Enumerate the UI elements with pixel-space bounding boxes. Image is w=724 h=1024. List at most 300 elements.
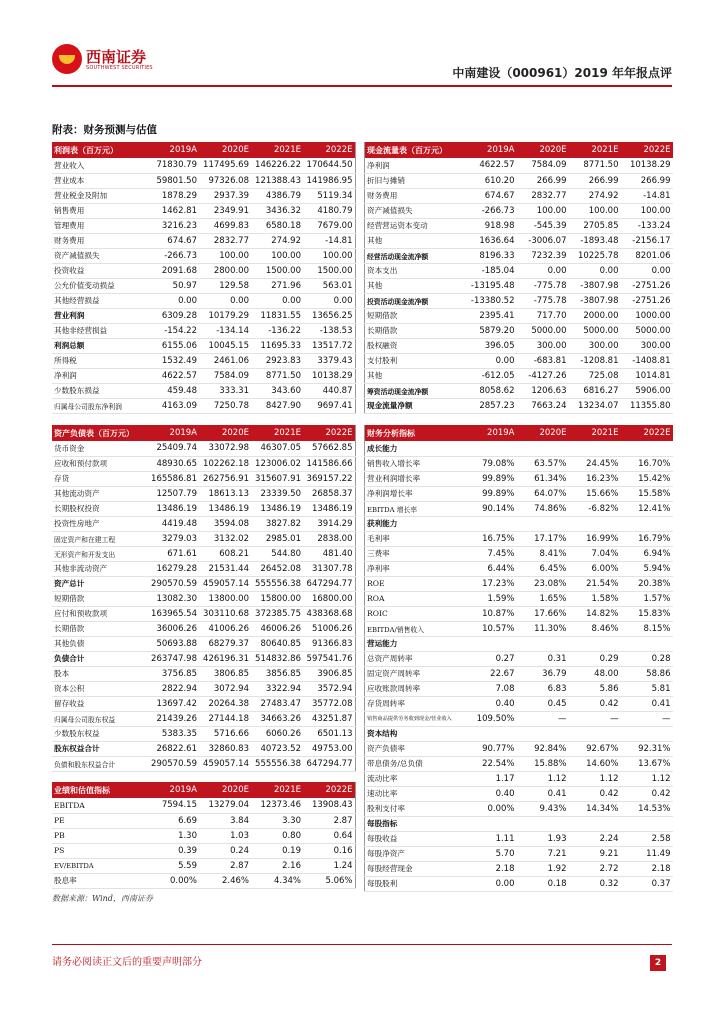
cell-value: 10179.29 <box>199 308 251 323</box>
table-row <box>365 756 673 771</box>
cell-value: 20264.38 <box>199 696 251 711</box>
cell-value <box>569 726 621 741</box>
cell-value <box>517 636 569 651</box>
cell-value: 0.40 <box>465 786 517 801</box>
cell-value: 544.80 <box>251 546 303 561</box>
cell-value: 647294.77 <box>303 756 355 771</box>
cell-value: -14.81 <box>303 233 355 248</box>
row-label: 应收和预付款项 <box>52 456 147 471</box>
cell-value: 6.69 <box>147 813 199 828</box>
cell-value: 121388.43 <box>251 173 303 188</box>
cell-value: 0.00 <box>465 876 517 891</box>
table-row <box>365 711 673 726</box>
cell-value: -545.39 <box>517 218 569 233</box>
logo-text: 西南证券 <box>86 48 147 66</box>
cell-value: 7.21 <box>517 846 569 861</box>
cell-value <box>569 516 621 531</box>
cell-value: 5.59 <box>147 858 199 873</box>
table-row <box>52 278 355 293</box>
row-label: 流动比率 <box>365 771 465 786</box>
row-label: 净利润 <box>365 158 465 173</box>
cell-value: 608.21 <box>199 546 251 561</box>
cell-value: 170644.50 <box>303 158 355 173</box>
cell-value: 8771.50 <box>251 368 303 383</box>
cell-value: 5119.34 <box>303 188 355 203</box>
row-label: 资本公积 <box>52 681 147 696</box>
cell-value: 271.96 <box>251 278 303 293</box>
cell-value: 5716.66 <box>199 726 251 741</box>
row-label: 公允价值变动损益 <box>52 278 147 293</box>
cell-value: -134.14 <box>199 323 251 338</box>
cell-value: — <box>517 711 569 726</box>
cell-value: 2000.00 <box>569 308 621 323</box>
cell-value: 300.00 <box>621 338 673 353</box>
cell-value: 0.40 <box>465 696 517 711</box>
cell-value: 343.60 <box>251 383 303 398</box>
table-row <box>52 441 355 456</box>
cell-value: 163965.54 <box>147 606 199 621</box>
cell-value: 141986.95 <box>303 173 355 188</box>
cell-value: 12.41% <box>621 501 673 516</box>
table-row <box>365 726 673 741</box>
cell-value: 3827.82 <box>251 516 303 531</box>
column-header: 2019A <box>147 425 199 441</box>
column-header: 2020E <box>517 142 569 158</box>
row-label: 销售费用 <box>52 203 147 218</box>
row-label: 速动比率 <box>365 786 465 801</box>
table-row <box>365 546 673 561</box>
row-label: 负债和股东权益合计 <box>52 756 147 771</box>
cell-value <box>465 516 517 531</box>
appendix-title: 附表：财务预测与估值 <box>52 124 157 136</box>
cell-value: 48930.65 <box>147 456 199 471</box>
cell-value: 717.70 <box>517 308 569 323</box>
table-row <box>365 531 673 546</box>
table-row <box>52 711 355 726</box>
row-label: 现金流量净额 <box>365 398 465 413</box>
cell-value: 2.16 <box>251 858 303 873</box>
cell-value: 102262.18 <box>199 456 251 471</box>
cell-value: 99.89% <box>465 486 517 501</box>
row-label: EBITDA <box>52 798 147 813</box>
row-label: 应收账款周转率 <box>365 681 465 696</box>
cell-value: 15.42% <box>621 471 673 486</box>
cell-value: 1.92 <box>517 861 569 876</box>
row-label: 投资性房地产 <box>52 516 147 531</box>
row-label: 其他 <box>365 368 465 383</box>
cell-value: 13486.19 <box>303 501 355 516</box>
cell-value: 1500.00 <box>303 263 355 278</box>
cell-value: 1.12 <box>569 771 621 786</box>
row-label: 获利能力 <box>365 516 465 531</box>
cell-value: 61.34% <box>517 471 569 486</box>
cash-flow-table <box>364 142 673 414</box>
cell-value: 369157.22 <box>303 471 355 486</box>
table-row <box>365 248 673 263</box>
cell-value: 15.83% <box>621 606 673 621</box>
row-label: 带息债务/总负债 <box>365 756 465 771</box>
row-label: 每股收益 <box>365 831 465 846</box>
row-label: 销售收入增长率 <box>365 456 465 471</box>
row-label: 资产减值损失 <box>365 203 465 218</box>
cell-value: 1.65% <box>517 591 569 606</box>
row-label: 每股经营现金 <box>365 861 465 876</box>
cell-value: 22.67 <box>465 666 517 681</box>
table-row <box>365 666 673 681</box>
row-label: 销售商品提供劳务收到现金/营业收入 <box>365 711 465 726</box>
row-label: 三费率 <box>365 546 465 561</box>
row-label: 归属母公司股东权益 <box>52 711 147 726</box>
column-header: 2022E <box>303 782 355 798</box>
cell-value: 1.58% <box>569 591 621 606</box>
cell-value: 4.34% <box>251 873 303 888</box>
cell-value: 563.01 <box>303 278 355 293</box>
cell-value: 16.99% <box>569 531 621 546</box>
table-row <box>365 651 673 666</box>
cell-value: 7663.24 <box>517 398 569 413</box>
cell-value: 918.98 <box>465 218 517 233</box>
cell-value: 290570.59 <box>147 756 199 771</box>
table-row <box>52 383 355 398</box>
cell-value: 2.87 <box>303 813 355 828</box>
cell-value: 0.64 <box>303 828 355 843</box>
cell-value: 6309.28 <box>147 308 199 323</box>
table-row <box>52 398 355 413</box>
cell-value: 16800.00 <box>303 591 355 606</box>
cell-value: -136.22 <box>251 323 303 338</box>
column-header: 2020E <box>199 782 251 798</box>
cell-value: -612.05 <box>465 368 517 383</box>
cell-value: 5.81 <box>621 681 673 696</box>
cell-value: 92.67% <box>569 741 621 756</box>
cell-value: 23.08% <box>517 576 569 591</box>
column-header: 2019A <box>465 142 517 158</box>
page-number: 2 <box>650 955 666 971</box>
row-label: 营业利润 <box>52 308 147 323</box>
table-row <box>52 188 355 203</box>
cell-value: 438368.68 <box>303 606 355 621</box>
cell-value: 262756.91 <box>199 471 251 486</box>
row-label: 财务费用 <box>365 188 465 203</box>
cell-value: 9.21 <box>569 846 621 861</box>
cell-value: 14.82% <box>569 606 621 621</box>
cell-value: 100.00 <box>621 203 673 218</box>
cell-value: 5000.00 <box>621 323 673 338</box>
cell-value: 6.83 <box>517 681 569 696</box>
cell-value: 117495.69 <box>199 158 251 173</box>
cell-value: 8.15% <box>621 621 673 636</box>
cell-value: 1636.64 <box>465 233 517 248</box>
row-label: 应付和预收款项 <box>52 606 147 621</box>
table-row <box>365 398 673 413</box>
table-header-row <box>365 425 673 441</box>
row-label: 每股指标 <box>365 816 465 831</box>
table-row <box>365 383 673 398</box>
cell-value: 0.42 <box>569 696 621 711</box>
row-label: 资本结构 <box>365 726 465 741</box>
cell-value: 3906.85 <box>303 666 355 681</box>
logo-icon <box>52 44 82 74</box>
cell-value: 7232.39 <box>517 248 569 263</box>
row-label: 负债合计 <box>52 651 147 666</box>
table-row <box>365 741 673 756</box>
cell-value: 21.54% <box>569 576 621 591</box>
header-divider <box>52 85 672 87</box>
cell-value: 11.30% <box>517 621 569 636</box>
column-header: 2022E <box>303 142 355 158</box>
table-row <box>52 843 355 858</box>
cell-value: 8201.06 <box>621 248 673 263</box>
cell-value: 26822.61 <box>147 741 199 756</box>
row-label: 存货 <box>52 471 147 486</box>
cell-value: -775.78 <box>517 278 569 293</box>
cell-value: 14.60% <box>569 756 621 771</box>
cell-value: 2.87 <box>199 858 251 873</box>
cell-value: 266.99 <box>517 173 569 188</box>
cell-value: 0.41 <box>621 696 673 711</box>
row-label: 净利率 <box>365 561 465 576</box>
cell-value: 2985.01 <box>251 531 303 546</box>
cell-value: 8058.62 <box>465 383 517 398</box>
cell-value: 18613.13 <box>199 486 251 501</box>
table-row <box>52 828 355 843</box>
cell-value: 3072.94 <box>199 681 251 696</box>
row-label: 留存收益 <box>52 696 147 711</box>
column-header: 2021E <box>251 782 303 798</box>
cell-value: -3807.98 <box>569 278 621 293</box>
cell-value: 7.45% <box>465 546 517 561</box>
table-row <box>365 786 673 801</box>
cell-value: 5906.00 <box>621 383 673 398</box>
cell-value: 2923.83 <box>251 353 303 368</box>
cell-value: 40723.52 <box>251 741 303 756</box>
table-row <box>365 368 673 383</box>
row-label: 营业税金及附加 <box>52 188 147 203</box>
cell-value: -1408.81 <box>621 353 673 368</box>
cell-value: 11831.55 <box>251 308 303 323</box>
cell-value: 3132.02 <box>199 531 251 546</box>
cell-value: 5879.20 <box>465 323 517 338</box>
cell-value: 1.93 <box>517 831 569 846</box>
table-row <box>365 516 673 531</box>
cell-value: 1000.00 <box>621 308 673 323</box>
row-label: 其他非经营损益 <box>52 323 147 338</box>
cell-value: -13195.48 <box>465 278 517 293</box>
cell-value: 21439.26 <box>147 711 199 726</box>
cell-value <box>465 816 517 831</box>
cell-value <box>621 816 673 831</box>
row-label: 利润总额 <box>52 338 147 353</box>
table-row <box>52 531 355 546</box>
cell-value: 2091.68 <box>147 263 199 278</box>
row-label: 短期借款 <box>52 591 147 606</box>
row-label: 所得税 <box>52 353 147 368</box>
column-header: 2020E <box>199 425 251 441</box>
cell-value: 16.79% <box>621 531 673 546</box>
cell-value: 49753.00 <box>303 741 355 756</box>
row-label: 营业成本 <box>52 173 147 188</box>
cell-value: 3594.08 <box>199 516 251 531</box>
table-row <box>52 858 355 873</box>
cell-value: 109.50% <box>465 711 517 726</box>
cell-value: 100.00 <box>569 203 621 218</box>
table-row <box>365 876 673 891</box>
cell-value: 6580.18 <box>251 218 303 233</box>
cell-value: 41006.26 <box>199 621 251 636</box>
cell-value: 0.29 <box>569 651 621 666</box>
row-label: 经营营运资本变动 <box>365 218 465 233</box>
table-row <box>52 798 355 813</box>
cell-value: 3322.94 <box>251 681 303 696</box>
column-header: 2021E <box>251 425 303 441</box>
row-label: 长期股权投资 <box>52 501 147 516</box>
cell-value <box>517 726 569 741</box>
cell-value: 91366.83 <box>303 636 355 651</box>
cell-value: 555556.38 <box>251 756 303 771</box>
table-header-row <box>52 782 355 798</box>
table-title: 财务分析指标 <box>365 425 465 441</box>
table-row <box>365 861 673 876</box>
cell-value: 2.18 <box>465 861 517 876</box>
cell-value: 274.92 <box>569 188 621 203</box>
table-row <box>52 726 355 741</box>
row-label: 股利支付率 <box>365 801 465 816</box>
cell-value: 59801.50 <box>147 173 199 188</box>
cell-value: 57662.85 <box>303 441 355 456</box>
cell-value: 2838.00 <box>303 531 355 546</box>
cell-value: -13380.52 <box>465 293 517 308</box>
cell-value: 4622.57 <box>147 368 199 383</box>
row-label: 其他非流动资产 <box>52 561 147 576</box>
table-row <box>52 756 355 771</box>
cell-value: 13486.19 <box>251 501 303 516</box>
table-row <box>52 606 355 621</box>
cell-value <box>621 726 673 741</box>
cell-value: 23339.50 <box>251 486 303 501</box>
row-label: ROA <box>365 591 465 606</box>
row-label: 营业利润增长率 <box>365 471 465 486</box>
cell-value: 3756.85 <box>147 666 199 681</box>
cell-value: 597541.76 <box>303 651 355 666</box>
row-label: 投资活动现金流净额 <box>365 293 465 308</box>
column-header: 2020E <box>517 425 569 441</box>
cell-value: 333.31 <box>199 383 251 398</box>
table-row <box>365 636 673 651</box>
cell-value: 43251.87 <box>303 711 355 726</box>
logo-subtext: SOUTHWEST SECURITIES <box>86 65 153 71</box>
row-label: 长期借款 <box>52 621 147 636</box>
cell-value: 725.08 <box>569 368 621 383</box>
cell-value: 1.24 <box>303 858 355 873</box>
cell-value <box>465 636 517 651</box>
row-label: 营运能力 <box>365 636 465 651</box>
row-label: 归属母公司股东净利润 <box>52 398 147 413</box>
table-title: 资产负债表（百万元） <box>52 425 147 441</box>
cell-value: 0.00 <box>465 353 517 368</box>
cell-value: 36.79 <box>517 666 569 681</box>
cell-value: 16279.28 <box>147 561 199 576</box>
row-label: 少数股东损益 <box>52 383 147 398</box>
cell-value: 12373.46 <box>251 798 303 813</box>
cell-value: -1208.81 <box>569 353 621 368</box>
cell-value: 303110.68 <box>199 606 251 621</box>
row-label: 成长能力 <box>365 441 465 456</box>
cell-value: -6.82% <box>569 501 621 516</box>
cell-value: 11355.80 <box>621 398 673 413</box>
table-row <box>52 353 355 368</box>
cell-value <box>465 441 517 456</box>
cell-value: 9.43% <box>517 801 569 816</box>
cell-value: 92.84% <box>517 741 569 756</box>
table-row <box>52 873 355 888</box>
cell-value <box>517 816 569 831</box>
cell-value: 80640.85 <box>251 636 303 651</box>
row-label: PB <box>52 828 147 843</box>
cell-value: 13517.72 <box>303 338 355 353</box>
cell-value: 13.67% <box>621 756 673 771</box>
cell-value: 6816.27 <box>569 383 621 398</box>
cell-value: 7584.09 <box>517 158 569 173</box>
cell-value: 3914.29 <box>303 516 355 531</box>
cell-value: — <box>569 711 621 726</box>
row-label: 股东权益合计 <box>52 741 147 756</box>
income-statement-table <box>52 142 356 414</box>
cell-value: 25409.74 <box>147 441 199 456</box>
cell-value: 274.92 <box>251 233 303 248</box>
data-source-note: 数据来源：Wind，西南证券 <box>52 894 153 903</box>
cell-value: 35772.08 <box>303 696 355 711</box>
cell-value: 1.12 <box>517 771 569 786</box>
cell-value: 3.30 <box>251 813 303 828</box>
cell-value: 58.86 <box>621 666 673 681</box>
cell-value: 0.32 <box>569 876 621 891</box>
cell-value: 8771.50 <box>569 158 621 173</box>
cell-value: 63.57% <box>517 456 569 471</box>
cell-value: -2156.17 <box>621 233 673 248</box>
column-header: 2022E <box>621 142 673 158</box>
cell-value: 0.31 <box>517 651 569 666</box>
cell-value: 46006.26 <box>251 621 303 636</box>
cell-value: -683.81 <box>517 353 569 368</box>
row-label: 毛利率 <box>365 531 465 546</box>
table-row <box>365 263 673 278</box>
cell-value: 64.07% <box>517 486 569 501</box>
table-row <box>365 576 673 591</box>
cell-value: 6060.26 <box>251 726 303 741</box>
cell-value: 0.00 <box>621 263 673 278</box>
cell-value: 27144.18 <box>199 711 251 726</box>
cell-value: 31307.78 <box>303 561 355 576</box>
table-row <box>365 173 673 188</box>
cell-value: 2.72 <box>569 861 621 876</box>
row-label: 净利润 <box>52 368 147 383</box>
cell-value: 0.24 <box>199 843 251 858</box>
row-label: 货币资金 <box>52 441 147 456</box>
table-header-row <box>365 142 673 158</box>
cell-value: -4127.26 <box>517 368 569 383</box>
cell-value: 7679.00 <box>303 218 355 233</box>
cell-value: 15.58% <box>621 486 673 501</box>
cell-value: -14.81 <box>621 188 673 203</box>
cell-value: 13279.04 <box>199 798 251 813</box>
cell-value: 99.89% <box>465 471 517 486</box>
cell-value: 674.67 <box>465 188 517 203</box>
cell-value: 2395.41 <box>465 308 517 323</box>
cell-value: 17.17% <box>517 531 569 546</box>
cell-value: 90.77% <box>465 741 517 756</box>
table-row <box>365 846 673 861</box>
cell-value: 5383.35 <box>147 726 199 741</box>
